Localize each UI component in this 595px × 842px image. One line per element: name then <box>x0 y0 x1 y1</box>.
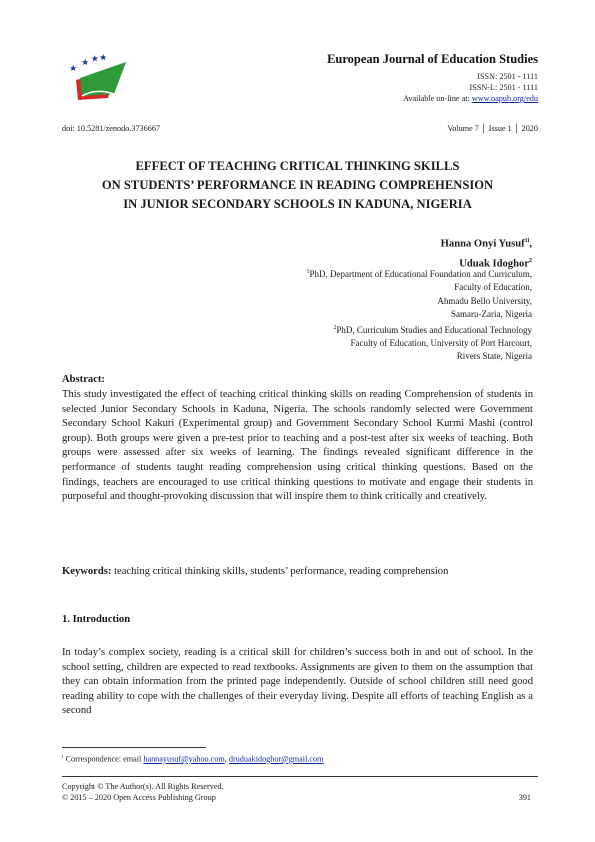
affiliation-line: Rivers State, Nigeria <box>456 351 532 362</box>
abstract-text: This study investigated the effect of teaching critical thinking skills on reading Comprehension of students in selected Junior Secondary Schools in Kaduna, Nigeria. The schools randomly selected were Government Secondary School Kakuri (Experimental group) and Government Secondary School Kurmi Mashi (control group). Both groups were given a pre-test prior to teaching and a post-test after six weeks of teaching. Both groups were assessed after six weeks of learning. The findings revealed significant difference in the performance of students taught reading comprehension using critical thinking questions. Based on the findings, teachers are encouraged to use critical thinking questions to motivate and engage their students in purposeful and thought-provoking discussion that will inspire them to think critically and creatively. <box>62 389 533 503</box>
introduction-text: In today’s complex society, reading is a critical skill for children’s success both in and out of school. In the school setting, children are expected to read textbooks. Assignments are given to them on the assumption that they can obtain information from the printed page independently. Outside of school children still need good reading ability to cope with the challenges of their everyday living. Despite all efforts of teaching English as a second <box>62 647 533 717</box>
affiliation-2-sup: 2 <box>333 324 337 331</box>
footnote-divider <box>62 747 206 748</box>
online-prefix: Available on-line at: <box>403 94 472 103</box>
journal-logo-icon <box>66 48 136 108</box>
affiliation-line: Samaru-Zaria, Nigeria <box>451 309 532 320</box>
affiliation-line <box>307 266 532 281</box>
title-line: EFFECT OF TEACHING CRITICAL THINKING SKILLS <box>135 159 460 173</box>
doi: doi: 10.5281/zenodo.3736667 <box>62 124 161 133</box>
affiliation-1-sup: 1 <box>306 269 310 275</box>
volume-issue: Volume 7 │ Issue 1 │ 2020 <box>447 124 538 133</box>
keywords <box>62 565 533 580</box>
footnote <box>62 754 324 764</box>
issn: ISSN: 2501 - 1111 <box>477 72 538 81</box>
title-line: ON STUDENTS’ PERFORMANCE IN READING COMPREHENSION <box>101 178 494 192</box>
abstract-heading: Abstract: <box>62 374 105 385</box>
footer-divider <box>62 776 538 777</box>
email-link-2[interactable]: druduakidoghor@gmail.com <box>228 754 324 764</box>
journal-header <box>327 52 538 104</box>
author-1-sup: 1i <box>524 238 530 244</box>
copyright-line: Copyright © The Author(s). All Rights Reserved. <box>62 782 224 791</box>
author-2-name: Uduak Idoghor <box>459 258 529 270</box>
affiliation-text: PhD, Curriculum Studies and Educational Technology <box>336 324 532 335</box>
journal-url-link[interactable]: www.oapub.org/edu <box>471 94 538 103</box>
keywords-text: teaching critical thinking skills, students’ performance, reading comprehension <box>111 566 449 577</box>
affiliation-line: Faculty of Education, University of Port Harcourt, <box>350 338 532 349</box>
footnote-prefix: Correspondence: email <box>65 754 144 764</box>
introduction-heading: 1. Introduction <box>62 614 131 625</box>
affiliations <box>307 266 532 364</box>
footnote-separator: , <box>224 754 229 764</box>
copyright <box>62 781 224 803</box>
author-1-suffix: , <box>529 238 532 250</box>
author-1 <box>441 233 532 253</box>
copyright-line: © 2015 – 2020 Open Access Publishing Group <box>62 793 216 802</box>
article-meta-row <box>62 124 538 133</box>
keywords-label: Keywords: <box>62 566 112 577</box>
journal-name: European Journal of Education Studies <box>327 52 538 66</box>
online-availability <box>327 93 538 104</box>
footnote-sup: i <box>62 754 64 760</box>
issn-l: ISSN-L: 2501 - 1111 <box>469 83 538 92</box>
page-number: 391 <box>518 793 531 802</box>
journal-logo <box>66 48 136 108</box>
affiliation-line: Faculty of Education, <box>454 282 532 293</box>
affiliation-text: PhD, Department of Educational Foundation and Curriculum, <box>309 269 532 279</box>
author-1-name: Hanna Onyi Yusuf <box>440 238 525 250</box>
affiliation-line: Ahmadu Bello University, <box>437 295 532 306</box>
email-link-1[interactable]: hannayusuf@yahoo.com <box>143 754 225 764</box>
title-line: IN JUNIOR SECONDARY SCHOOLS IN KADUNA, NIGERIA <box>123 197 472 211</box>
affiliation-line <box>307 322 532 337</box>
article-title <box>40 157 555 214</box>
author-2-sup: 2 <box>529 257 532 264</box>
